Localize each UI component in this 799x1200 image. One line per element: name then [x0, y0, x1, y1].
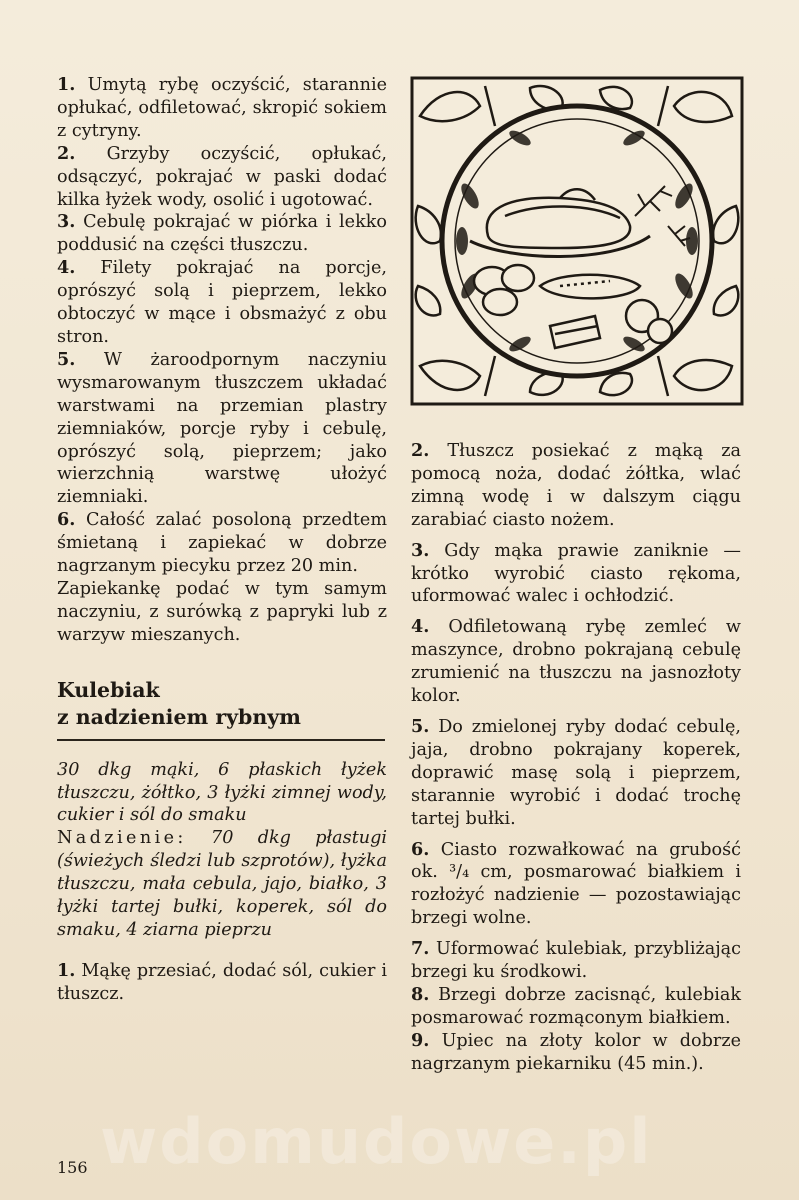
- step-1: 1. Umytą rybę oczyścić, starannie opłukać, odfiletować, skropić sokiem z cytryny.: [57, 74, 387, 141]
- kulebiak-step-4: 4. Odfiletowaną rybę zemleć w maszynce, drobno pokrajaną cebulę zrumienić na tłuszczu na jasnozłoty kolor.: [411, 616, 741, 707]
- filling-label: Nadzienie:: [57, 828, 187, 849]
- step-6: 6. Całość zalać posoloną przedtem śmietaną i zapiekać w dobrze nagrzanym piecyku przez 20 min.: [57, 509, 388, 577]
- step-4: 4. Filety pokrajać na porcje, oprószyć solą i pieprzem, lekko obtoczyć w mące i obsmażyć z obu stron.: [57, 257, 387, 347]
- serving-note: Zapiekankę podać w tym samym naczyniu, z surówką z papryki lub z warzyw mieszanych.: [57, 578, 387, 645]
- right-column: [411, 440, 741, 1076]
- recipe-title-line-2: z nadzieniem rybnym: [57, 704, 301, 729]
- step-3: 3. Cebulę pokrajać w piórka i lekko poddusić na części tłuszczu.: [57, 211, 387, 256]
- kulebiak-step-5: 5. Do zmielonej ryby dodać cebulę, jaja, drobno pokrajany koperek, doprawić masę solą i pieprzem, starannie wyrobić i dodać trochę tartej bułki.: [411, 715, 742, 829]
- kulebiak-step-8: 8. Brzegi dobrze zacisnąć, kulebiak posmarować rozmąconym białkiem.: [411, 983, 741, 1028]
- left-column: [57, 74, 387, 1006]
- spacer: [57, 942, 387, 960]
- page-number: 156: [57, 1158, 88, 1177]
- title-divider: [57, 739, 385, 741]
- plate-with-kulebiak-illustration: [410, 76, 744, 406]
- step-5: 5. W żaroodpornym naczyniu wysmarowanym tłuszczem układać warstwami na przemian plastry ziemniaków, porcje ryby i cebulę, oprószyć solą, pieprzem; jako wierzchnią warstwę ułożyć ziemniaki.: [57, 348, 387, 508]
- kulebiak-step-9: 9. Upiec na złoty kolor w dobrze nagrzanym piekarniku (45 min.).: [411, 1029, 741, 1074]
- kulebiak-step-6: 6. Ciasto rozwałkować na grubość ok. ³/₄ cm, posmarować białkiem i rozłożyć nadzienie — pozostawiając brzegi wolne.: [411, 838, 741, 929]
- watermark: wdomudowe.pl: [100, 1105, 653, 1178]
- recipe-title-line-1: Kulebiak: [57, 677, 160, 702]
- kulebiak-step-7: 7. Uformować kulebiak, przybliżając brzegi ku środkowi.: [411, 938, 742, 983]
- kulebiak-step-2: 2. Tłuszcz posiekać z mąką za pomocą noża, dodać żółtka, wlać zimną wodę i w dalszym ciągu zarabiać ciasto nożem.: [411, 440, 741, 530]
- ingredients-filling: Nadzienie: 70 dkg płastugi (świeżych śledzi lub szprotów), łyżka tłuszczu, mała cebula, jajo, białko, 3 łyżki tartej bułki, koperek, sól do smaku, 4 ziarna pieprzu: [57, 828, 387, 940]
- kulebiak-step-1: 1. Mąkę przesiać, dodać sól, cukier i tłuszcz.: [57, 959, 387, 1004]
- step-2: 2. Grzyby oczyścić, opłukać, odsączyć, pokrajać w paski dodać kilka łyżek wody, osolić i ugotować.: [57, 142, 387, 210]
- kulebiak-step-3: 3. Gdy mąka prawie zaniknie — krótko wyrobić ciasto rękoma, uformować walec i ochłodzić.: [411, 539, 741, 607]
- recipe-title: [57, 677, 387, 731]
- ingredients-dough: 30 dkg mąki, 6 płaskich łyżek tłuszczu, żółtko, 3 łyżki zimnej wody, cukier i sól do smaku: [57, 759, 387, 826]
